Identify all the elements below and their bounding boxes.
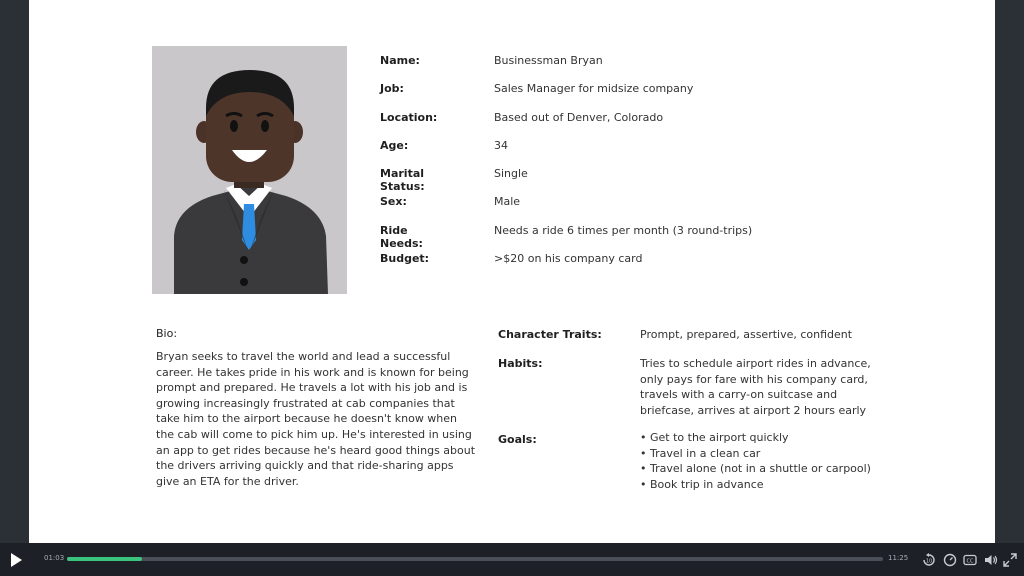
businessman-illustration: [152, 46, 347, 294]
field-label: Name:: [380, 54, 420, 67]
field-value: Male: [494, 195, 521, 209]
field-value: Based out of Denver, Colorado: [494, 110, 664, 124]
field-value: Single: [494, 167, 528, 181]
play-icon[interactable]: [8, 552, 24, 568]
goals-label: Goals:: [498, 433, 537, 446]
goals-list: [640, 430, 890, 493]
bio-label: Bio:: [156, 327, 178, 340]
current-time: 01:03: [44, 554, 65, 562]
field-value: Sales Manager for midsize company: [494, 82, 694, 96]
bio-text: Bryan seeks to travel the world and lead a successful career. He takes pride in his work and is known for being prompt and prepared. He travels a lot with his job and is growing increasingly frustrated at cab companies that take him to the airport because he doesn't know when the cab will come to pick him up. He's interested in using an app to get rides because he's heard good things about the drivers arriving quickly and that ride-sharing apps give an ETA for the driver.: [156, 350, 476, 488]
bio-section: [156, 327, 476, 489]
captions-icon[interactable]: [963, 552, 977, 566]
traits-value: Prompt, prepared, assertive, confident: [640, 328, 853, 341]
field-value: >$20 on his company card: [494, 252, 643, 266]
field-value: Needs a ride 6 times per month (3 round-trips): [494, 223, 753, 237]
habits-label: Habits:: [498, 357, 543, 370]
habits-value: Tries to schedule airport rides in advance, only pays for fare with his company card, travels with a carry-on suitcase and briefcase, arrives at airport 2 hours early: [640, 357, 871, 418]
field-label: Budget:: [380, 252, 430, 266]
progress-fill: [67, 557, 142, 561]
field-value: 34: [494, 138, 508, 152]
slide: [29, 0, 995, 543]
fullscreen-icon[interactable]: [1003, 552, 1017, 566]
field-label: Ride Needs:: [380, 223, 423, 250]
field-value: Businessman Bryan: [494, 54, 603, 67]
field-label: Location:: [380, 110, 438, 124]
progress-bar[interactable]: [67, 557, 883, 561]
rewind-10-icon[interactable]: [922, 552, 936, 566]
total-time: 11:25: [888, 554, 909, 562]
persona-avatar: [152, 46, 347, 294]
goal-item: • Book trip in advance: [640, 478, 764, 492]
traits-label: Character Traits:: [498, 328, 602, 341]
goal-item: • Travel alone (not in a shuttle or carpool): [640, 462, 871, 476]
goal-item: • Get to the airport quickly: [640, 431, 789, 444]
speed-icon[interactable]: [943, 552, 957, 566]
svg-text:10: 10: [925, 558, 933, 565]
field-label: Job:: [380, 82, 404, 96]
video-controls: [0, 543, 1024, 576]
field-label: Age:: [380, 138, 409, 152]
field-label: Marital Status:: [380, 167, 425, 194]
field-label: Sex:: [380, 195, 407, 209]
goal-item: • Travel in a clean car: [640, 446, 761, 460]
svg-text:CC: CC: [966, 558, 974, 565]
volume-icon[interactable]: [984, 552, 998, 566]
